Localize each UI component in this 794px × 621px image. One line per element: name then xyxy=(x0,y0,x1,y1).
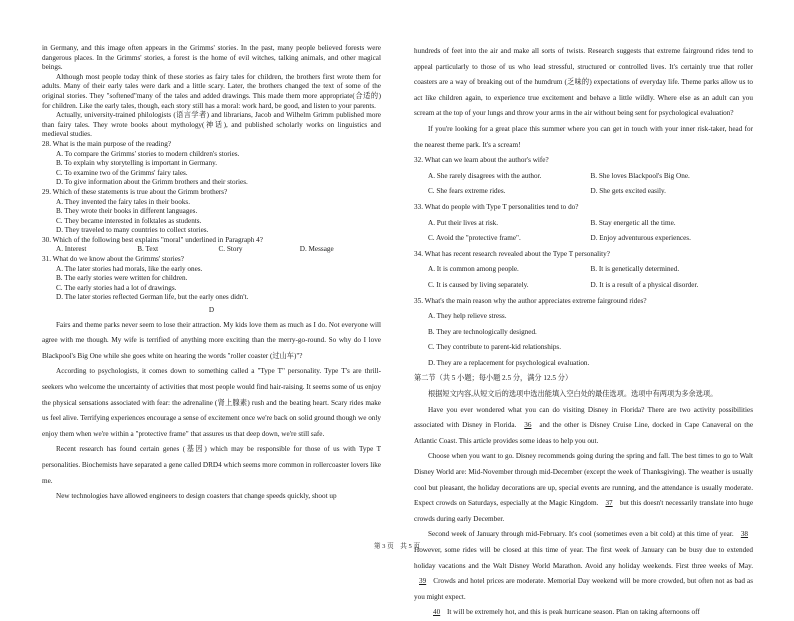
passage-c-paragraph: in Germany, and this image often appears in the Grimms' stories. In the past, many people believed forests were dangerous places. In the Grimms' stories, a forest is the home of evil witches, talking animals, and other magical beings. xyxy=(42,44,381,72)
question-stem: 33. What do people with Type T personalities tend to do? xyxy=(414,202,579,211)
gap-text: However, some rides will be closed at this time of year. The first week of January can be busy due to extended holiday vacations and the Walt Disney World Marathon. Avoid any holiday weekends. First three weeks of May. xyxy=(414,546,753,570)
question-32 xyxy=(414,153,753,200)
option-d: D. Enjoy adventurous experiences. xyxy=(590,234,691,243)
option-d: D. It is a result of a physical disorder. xyxy=(590,280,699,289)
gap-fill-paragraph xyxy=(414,449,753,527)
option-c: C. They became interested in folktales as students. xyxy=(56,216,202,225)
gap-fill-paragraph xyxy=(414,527,753,605)
option-c: C. They contribute to parent-kid relationships. xyxy=(428,343,562,352)
passage-d-paragraph: Fairs and theme parks never seem to lose their attraction. My kids love them as much as I do. Not everyone will agree with me though. My wife is terrified of anything more exciting than the merry-go-round. So why do I love Blackpool's Big One while she goes white on hearing the words "roller coaster (过山车)"? xyxy=(42,320,381,360)
gap-text: It will be extremely hot, and this is peak hurricane season. Plan on taking afternoons off xyxy=(446,608,700,617)
option-a: A. The later stories had morals, like the early ones. xyxy=(56,264,203,273)
section-2-instructions: 根据短文内容,从短文后的选项中选出能填入空白处的最佳选项。选项中有两项为多余选项。 xyxy=(428,390,718,399)
page-footer: 第 3 页 共 5 页 xyxy=(373,543,421,550)
blank-36: 36 xyxy=(524,421,532,430)
question-stem: 28. What is the main purpose of the reading? xyxy=(42,139,172,148)
option-b: B. Text xyxy=(137,245,159,254)
passage-d-paragraph: According to psychologists, it comes down to something called a "Type T" personality. Type T's are thrill-seekers who welcome the uncertainty of activities that most people would find hair-raising. It seems some of us enjoy the physical sensations associated with fear: the adrenaline (肾上腺素) rush and the beating heart. Scary rides make us feel alive. Terrifying experiences encourage a sense of excitement once we're back on solid ground though we only enjoy them when we're within a "protective frame" that assures us that deep down, we're still safe. xyxy=(42,367,381,438)
question-29 xyxy=(42,188,381,236)
section-2 xyxy=(414,371,753,621)
option-a: A. Interest xyxy=(56,245,87,254)
question-stem: 31. What do we know about the Grimms' stories? xyxy=(42,255,184,264)
gap-text: Have you ever wondered what you can do visiting Disney in Florida? There are two activity possibilities associated with Disney in Florida. xyxy=(414,405,753,430)
question-stem: 32. What can we learn about the author's wife? xyxy=(414,156,549,165)
option-row xyxy=(414,216,753,232)
option-d: D. Message xyxy=(299,245,334,254)
passage-c-paragraph: Although most people today think of these stories as fairy tales for children, the brothers first wrote them for adults. Many of their early tales were dark and a little scary. Later, the brothers changed the text of some of the original stories. They "softened"many of the tales and added drawings. This made them more appropriate(合适的) for children. Like the early tales, though, each story still has a moral: work hard, be good, and listen to your parents. xyxy=(42,72,381,110)
question-stem: 30. Which of the following best explains "moral" underlined in Paragraph 4? xyxy=(42,235,263,244)
option-c: C. Avoid the "protective frame". xyxy=(428,234,521,243)
option-a: A. They invented the fairy tales in their books. xyxy=(56,197,191,206)
gap-fill-paragraph xyxy=(414,403,753,450)
section-2-heading: 第二节（共 5 小题；每小题 2.5 分，满分 12.5 分） xyxy=(414,374,573,383)
option-c: C. Story xyxy=(218,245,243,254)
option-b: B. They wrote their books in different languages. xyxy=(56,207,198,216)
option-a: A. Put their lives at risk. xyxy=(428,218,499,227)
gap-fill-paragraph xyxy=(414,605,753,621)
option-row xyxy=(414,262,753,278)
option-d: D. They are a replacement for psychological evaluation. xyxy=(428,358,590,367)
option-d: D. She gets excited easily. xyxy=(590,187,666,196)
option-b: B. Stay energetic all the time. xyxy=(590,218,676,227)
passage-d-paragraph: hundreds of feet into the air and make all sorts of twists. Research suggests that extreme fairground rides tend to appeal particularly to those of us who lead stressful, structured or controlled lives. It's certainly true that roller coasters are a way of breaking out of the humdrum (乏味的) expectations of everyday life. Theme parks allow us to act like children again, to experience true excitement and behave a little wildly. Where else as an adult can you scream at the top of your lungs and throw your arms in the air without being sent for psychological evaluation? xyxy=(414,47,753,118)
passage-c-paragraph: Actually, university-trained philologists (语言学者) and librarians, Jacob and Wilhelm Grimm published more than fairy tales. They wrote books about mythology(神话), and published scholarly works on linguistics and medieval studies. xyxy=(42,111,381,139)
gap-text: Second week of January through mid-February. It's cool (sometimes even a bit cold) at this time of year. xyxy=(428,530,734,539)
gap-text: and the other is Disney Cruise Line, docked in Cape Canaveral on the Atlantic Coast. This article provides some ideas to help you out. xyxy=(414,421,754,445)
blank-37: 37 xyxy=(605,499,613,508)
option-d: D. To give information about the Grimm brothers and their stories. xyxy=(56,178,248,187)
option-b: B. It is genetically determined. xyxy=(590,265,680,274)
question-stem: 34. What has recent research revealed about the Type T personality? xyxy=(414,249,610,258)
question-30 xyxy=(42,236,381,255)
option-a: A. She rarely disagrees with the author. xyxy=(428,171,542,180)
option-c: C. It is caused by living separately. xyxy=(428,280,529,289)
passage-d-paragraph: Recent research has found certain genes (基因) which may be responsible for those of us with Type T personalities. Biochemists have separated a gene called DRD4 which seems more common in rollercoaster lovers like me. xyxy=(42,445,381,485)
option-c: C. To examine two of the Grimms' fairy tales. xyxy=(56,168,188,177)
option-b: B. She loves Blackpool's Big One. xyxy=(590,171,690,180)
passage-d xyxy=(42,318,381,505)
option-row xyxy=(42,245,381,255)
gap-text: Choose when you want to go. Disney recommends going during the spring and fall. The best times to go to Walt Disney World are: Mid-November through mid-December (except the week of Thanksgiving). The weather is usually cool but pleasant, the holiday decorations are up, special events are running, and the attendance is usually moderate. Expect crowds on Saturdays, especially at the Magic Kingdom. xyxy=(414,452,753,508)
left-column xyxy=(42,44,381,505)
question-stem: 29. Which of these statements is true about the Grimm brothers? xyxy=(42,187,228,196)
section-d-heading: D xyxy=(208,306,215,315)
question-28 xyxy=(42,140,381,188)
option-row xyxy=(414,169,753,185)
passage-d-paragraph: If you're looking for a great place this summer where you can get in touch with your inner risk-taker, head for the nearest theme park. It's a scream! xyxy=(414,124,753,149)
option-row xyxy=(414,184,753,200)
gap-text: Crowds and hotel prices are moderate. Memorial Day weekend will be more crowded, but often not as bad as you might expect. xyxy=(414,577,753,601)
blank-40: 40 xyxy=(433,608,441,617)
option-row xyxy=(414,231,753,247)
option-a: A. They help relieve stress. xyxy=(428,312,507,321)
option-row xyxy=(414,278,753,294)
option-b: B. They are technologically designed. xyxy=(428,327,537,336)
gap-text: but this doesn't necessarily translate into huge crowds during early December. xyxy=(414,499,754,523)
option-d: D. They traveled to many countries to collect stories. xyxy=(56,226,209,235)
blank-39: 39 xyxy=(419,577,427,586)
question-31 xyxy=(42,255,381,303)
option-a: A. It is common among people. xyxy=(428,265,519,274)
option-b: B. To explain why storytelling is important in Germany. xyxy=(56,159,217,168)
option-c: C. The early stories had a lot of drawings. xyxy=(56,283,177,292)
option-c: C. She fears extreme rides. xyxy=(428,187,506,196)
question-34 xyxy=(414,247,753,294)
option-d: D. The later stories reflected German life, but the early ones didn't. xyxy=(56,293,249,302)
option-b: B. The early stories were written for children. xyxy=(56,274,188,283)
blank-38: 38 xyxy=(740,530,748,539)
question-35 xyxy=(414,294,753,372)
passage-d-continued xyxy=(414,44,753,153)
question-stem: 35. What's the main reason why the author appreciates extreme fairground rides? xyxy=(414,296,647,305)
passage-d-paragraph: New technologies have allowed engineers to design coasters that change speeds quickly, shoot up xyxy=(56,492,337,501)
question-33 xyxy=(414,200,753,247)
option-a: A. To compare the Grimms' stories to modern children's stories. xyxy=(56,149,240,158)
right-column xyxy=(414,44,753,621)
